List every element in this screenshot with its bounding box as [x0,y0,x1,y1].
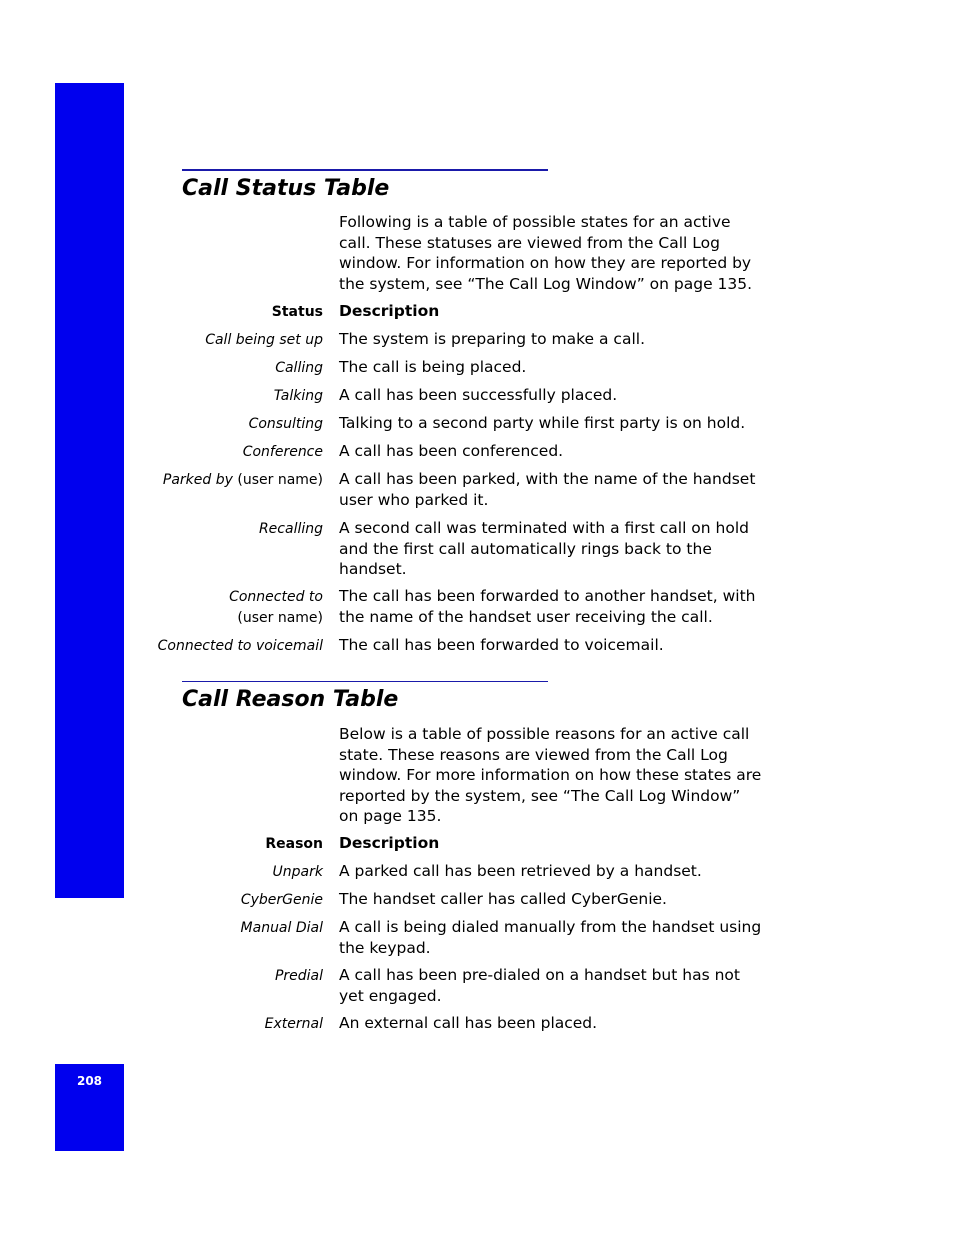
status-term: Connected to voicemail [157,638,323,654]
status-description: A second call was terminated with a first call on hold and the first call automatically rings back to the handset. [339,519,749,578]
status-term: Calling [275,360,323,376]
status-term-line1: Connected to [229,589,323,605]
status-description: Talking to a second party while first party is on hold. [339,414,746,432]
status-term [229,587,323,628]
status-column-header: Status [271,304,323,320]
reason-term: Predial [274,968,323,984]
sidebar-band [55,83,154,898]
reason-term: Manual Dial [240,920,323,936]
status-term [163,470,323,491]
reason-description: A call has been pre-dialed on a handset but has not yet engaged. [339,966,740,1005]
section-rule [182,681,548,682]
description-column-header: Description [339,834,440,852]
reason-description: A call is being dialed manually from the handset using the keypad. [339,918,762,957]
reason-description: An external call has been placed. [339,1014,598,1032]
reason-term: External [264,1016,323,1032]
reason-term: Unpark [272,864,323,880]
status-term-italic: Parked by [162,472,233,488]
status-term: Talking [273,388,323,404]
status-description: A call has been parked, with the name of the handset user who parked it. [339,470,756,509]
reason-intro: Below is a table of possible reasons for an active call state. These reasons are viewed from the Call Log window. For more information on how these states are reported by the system, see “The Call Log Window” on page 135. [339,725,762,825]
status-term: Consulting [248,416,323,432]
status-description: The system is preparing to make a call. [339,330,645,348]
status-description: The call is being placed. [339,358,527,376]
status-intro: Following is a table of possible states for an active call. These statuses are viewed from the Call Log window. For information on how they are reported by the system, see “The Call Log Window” on page 135. [339,213,753,293]
reason-term: CyberGenie [240,892,323,908]
status-term-suffix: (user name) [232,472,323,488]
status-term: Conference [242,444,323,460]
reason-section-title: Call Reason Table [182,687,399,712]
guide-title: CG 2400 User Guide [134,226,154,416]
page-number-box [55,1064,124,1151]
status-term: Call being set up [205,332,323,348]
section-rule [182,169,548,171]
status-term-line2: (user name) [237,609,323,626]
status-description: A call has been successfully placed. [339,386,618,404]
status-section-title: Call Status Table [182,176,390,201]
description-column-header: Description [339,302,440,320]
page-number: 208 [76,1074,103,1088]
status-term: Recalling [258,521,323,537]
status-description: A call has been conferenced. [339,442,564,460]
reason-column-header: Reason [265,836,323,852]
reason-description: A parked call has been retrieved by a handset. [339,862,702,880]
status-description: The call has been forwarded to another handset, with the name of the handset user receiving the call. [339,587,756,626]
status-description: The call has been forwarded to voicemail. [339,636,664,654]
reason-description: The handset caller has called CyberGenie. [339,890,667,908]
